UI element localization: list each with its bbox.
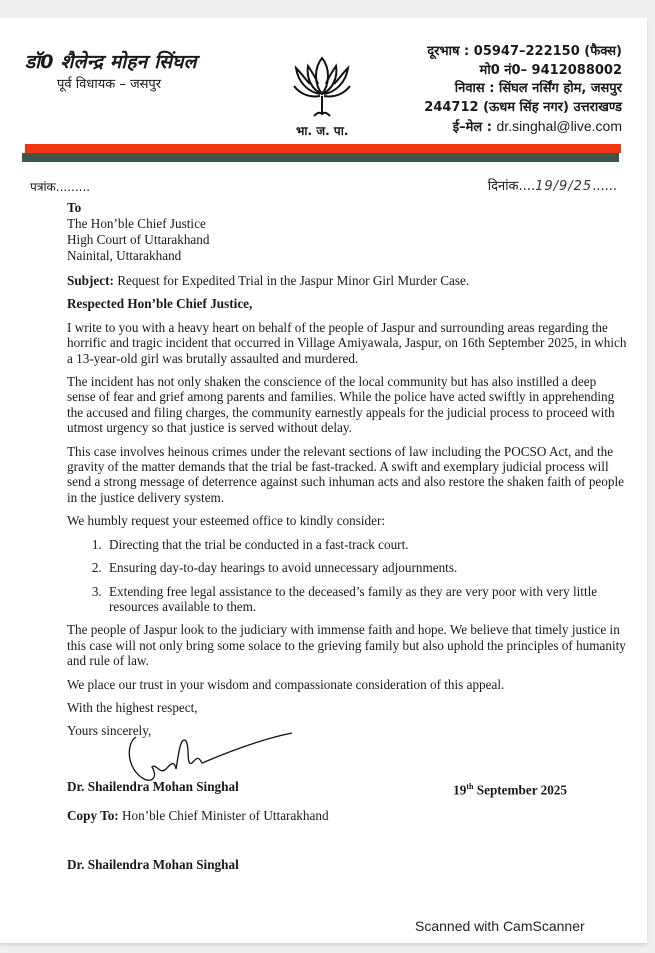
letterhead-name: डॉ0 शैलेन्द्र मोहन सिंघल bbox=[25, 51, 197, 73]
signer-name-repeat: Dr. Shailendra Mohan Singhal bbox=[67, 856, 239, 872]
paragraph-2: The incident has not only shaken the conscience of the local community but has also instilled a deep sense of fear and grief among parents and families. While the police have acted swiftly in apprehending the accused and filing charges, the community earnestly appeals for the judicial process to proceed with utmost urgency so that justice is served without delay. bbox=[67, 374, 615, 436]
handwritten-date: 19/9/25 bbox=[535, 179, 593, 194]
date-label: दिनांक bbox=[487, 179, 519, 194]
letter-body bbox=[67, 200, 627, 872]
signed-date bbox=[453, 779, 567, 798]
paragraph-1: I write to you with a heavy heart on behalf of the people of Jaspur and surrounding areas regarding the horrific and tragic incident that occurred in Village Amiyawala, Jaspur, on 16th September 2025, in which a 13-year-old girl was brutally assaulted and murdered. bbox=[67, 319, 627, 366]
copy-to-text: Hon’ble Chief Minister of Uttarakhand bbox=[121, 807, 329, 823]
subject-text: Request for Expedited Trial in the Jaspur Minor Girl Murder Case. bbox=[117, 273, 470, 288]
salutation-text: Respected Hon’ble Chief Justice, bbox=[67, 296, 253, 312]
saffron-divider bbox=[25, 144, 621, 153]
sign-off: Yours sincerely, bbox=[67, 723, 152, 739]
request-item: 2. Ensuring day-to-day hearings to avoid unnecessary adjournments. bbox=[105, 560, 627, 575]
signature-icon bbox=[122, 729, 322, 789]
party-abbreviation: भा. ज. पा. bbox=[296, 124, 349, 138]
letter-page bbox=[0, 18, 647, 943]
recipient-address bbox=[67, 200, 627, 264]
date-suffix: th bbox=[466, 781, 474, 791]
mobile-line: मो0 नं0– 9412088002 bbox=[479, 62, 622, 78]
phone-line: दूरभाष : 05947–222150 (फैक्स) bbox=[427, 44, 622, 59]
closing-paragraph-3: With the highest respect, bbox=[67, 699, 198, 715]
lotus-icon bbox=[290, 54, 354, 120]
subject bbox=[67, 273, 627, 288]
closing-paragraph-2: We place our trust in your wisdom and compassionate consideration of this appeal. bbox=[67, 676, 505, 692]
letterhead-designation: पूर्व विधायक – जसपुर bbox=[57, 77, 162, 92]
email-address: dr.singhal@live.com bbox=[496, 118, 622, 134]
copy-to bbox=[67, 808, 627, 823]
address-line: 244712 (ऊधम सिंह नगर) उत्तराखण्ड bbox=[424, 99, 622, 115]
recipient-line-2: High Court of Uttarakhand bbox=[67, 232, 210, 247]
request-list bbox=[67, 537, 627, 615]
email-line bbox=[424, 117, 622, 138]
request-item: 3. Extending free legal assistance to the deceased’s family as they are very poor with very little resources available to them. bbox=[105, 584, 627, 615]
letter-date: दिनांक....19/9/25...... bbox=[487, 179, 617, 194]
recipient-line-3: Nainital, Uttarakhand bbox=[67, 248, 182, 263]
paragraph-4: We humbly request your esteemed office to kindly consider: bbox=[67, 513, 386, 529]
letterhead-contact bbox=[424, 43, 622, 138]
email-label: ई–मेल : bbox=[452, 120, 492, 135]
request-item: 1. Directing that the trial be conducted in a fast-track court. bbox=[105, 537, 627, 552]
paragraph-3: This case involves heinous crimes under the relevant sections of law including the POCSO Act, and the gravity of the matter demands that the trial be fast-tracked. A swift and exemplary judicial process will send a strong message of deterrence against such inhuman acts and also restore the shaken faith of people in the justice delivery system. bbox=[67, 443, 624, 505]
copy-to-label: Copy To: bbox=[67, 807, 119, 823]
date-day: 19 bbox=[453, 782, 467, 798]
signature-area bbox=[67, 739, 627, 779]
closing-paragraph-1: The people of Jaspur look to the judiciary with immense faith and hope. We believe that timely justice in this case will not only bring some solace to the grieving family but also uphold the principles of humanity and rule of law. bbox=[67, 622, 626, 669]
to-label: To bbox=[67, 200, 82, 215]
reference-number: पत्रांक......... bbox=[30, 180, 91, 194]
green-divider bbox=[22, 153, 619, 162]
date-rest: September 2025 bbox=[476, 782, 567, 798]
recipient-line-1: The Hon’ble Chief Justice bbox=[67, 216, 206, 231]
subject-label: Subject: bbox=[67, 273, 114, 288]
camscanner-watermark: Scanned with CamScanner bbox=[415, 918, 585, 934]
salutation bbox=[67, 296, 627, 311]
signer-name: Dr. Shailendra Mohan Singhal bbox=[67, 778, 239, 794]
residence-line: निवास : सिंघल नर्सिंग होम, जसपुर bbox=[454, 81, 622, 96]
